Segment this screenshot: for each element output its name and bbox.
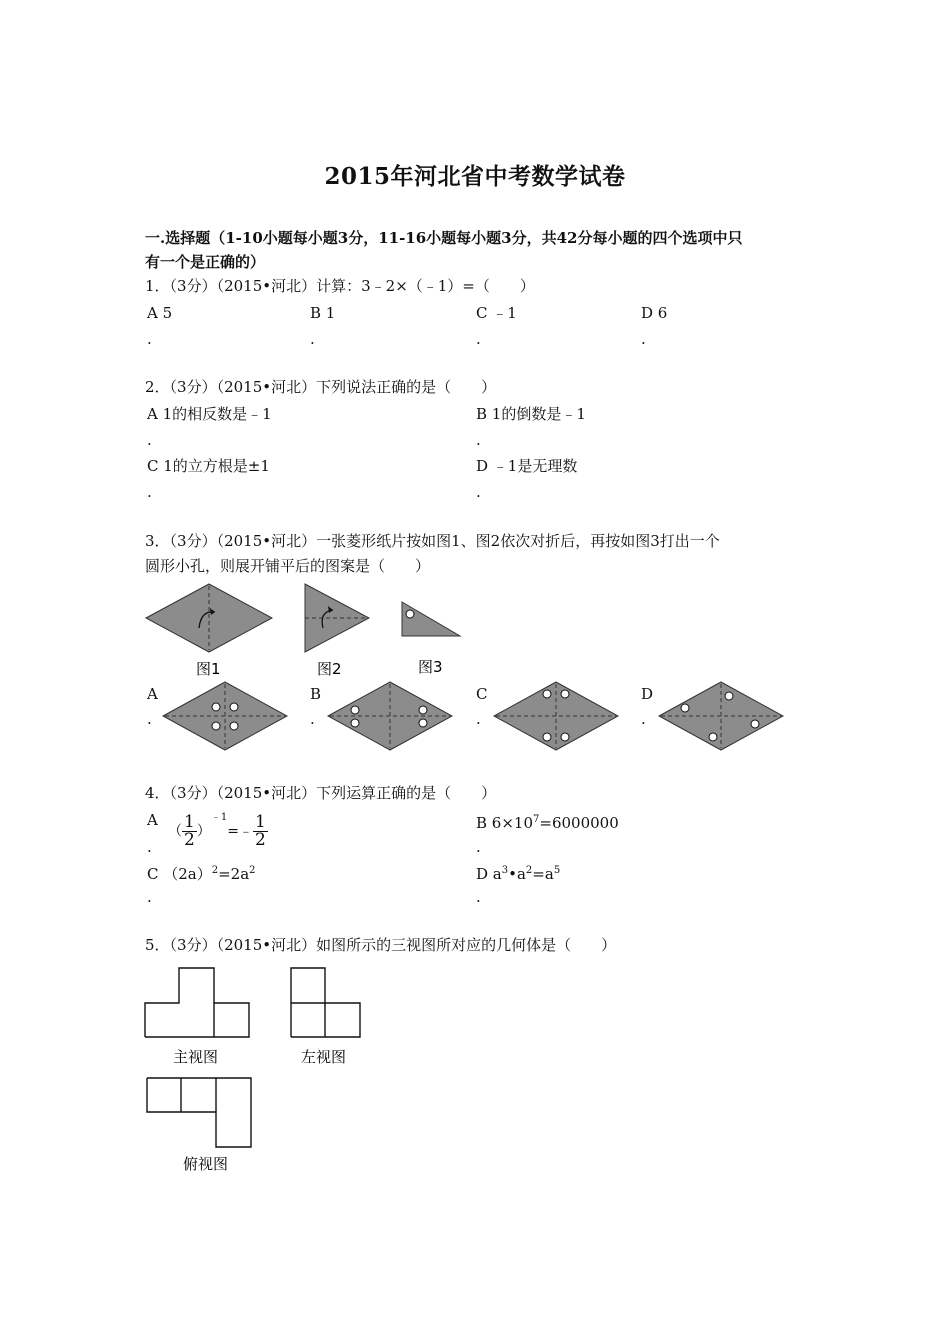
q4-a-paren-close: ） xyxy=(196,823,211,840)
q5-front-view-label: 主视图 xyxy=(173,1048,219,1066)
q3-stem-line1: 3．（3分）（2015•河北）一张菱形纸片按如图1、图2依次对折后，再按如图3打出一个 xyxy=(145,532,720,550)
q3-figure-3 xyxy=(400,600,466,678)
page-title: 2015年河北省中考数学试卷 xyxy=(324,163,626,190)
q3-stem-line2: 圆形小孔，则展开铺平后的图案是（ ） xyxy=(145,557,431,575)
q3-figure-3-label: 图3 xyxy=(418,658,443,676)
q4-a-rhs-num: 1 xyxy=(254,812,266,833)
q3-option-a-figure[interactable] xyxy=(161,680,289,752)
q3-option-c[interactable]: C xyxy=(476,685,488,703)
q4-d-exponent-3: 5 xyxy=(553,865,561,876)
q4-dot-c: . xyxy=(147,888,152,906)
section-heading-line1: 一.选择题（1-10小题每小题3分，11-16小题每小题3分，共42分每小题的四个选项中只 xyxy=(145,229,743,247)
q1-dot-d: . xyxy=(641,330,646,348)
q4-dot-a: . xyxy=(147,838,152,856)
q3-dot-a: . xyxy=(147,710,152,728)
q4-c-mid: =2a xyxy=(218,865,250,883)
q2-option-d[interactable]: D ﹣1是无理数 xyxy=(476,457,578,475)
q4-a-frac-den: 2 xyxy=(184,830,195,851)
q2-option-a[interactable]: A 1的相反数是﹣1 xyxy=(147,405,272,423)
q2-dot-a: . xyxy=(147,431,152,449)
q1-dot-a: . xyxy=(147,330,152,348)
q4-d-exponent-2: 2 xyxy=(525,865,533,876)
q3-dot-b: . xyxy=(310,710,315,728)
q4-b-exponent: 7 xyxy=(533,814,540,825)
q2-option-b[interactable]: B 1的倒数是﹣1 xyxy=(476,405,586,423)
q4-c-exponent-2: 2 xyxy=(249,865,256,876)
q3-option-a[interactable]: A xyxy=(147,685,158,703)
q3-option-d[interactable]: D xyxy=(641,685,654,703)
q1-dot-b: . xyxy=(310,330,315,348)
q4-a-rhs-den: 2 xyxy=(254,830,266,851)
q4-dot-b: . xyxy=(476,838,481,856)
q3-dot-c: . xyxy=(476,710,481,728)
q1-option-b[interactable]: B 1 xyxy=(310,304,336,322)
q3-option-b-figure[interactable] xyxy=(326,680,454,752)
q4-c-exponent-1: 2 xyxy=(211,865,219,876)
q3-figure-1 xyxy=(143,582,275,678)
q4-a-exponent: ﹣1 xyxy=(210,812,228,823)
q3-option-b[interactable]: B xyxy=(310,685,322,703)
q3-figure-2 xyxy=(303,582,373,678)
q5-left-view-label: 左视图 xyxy=(301,1048,347,1066)
q2-dot-b: . xyxy=(476,431,481,449)
q4-a-fraction xyxy=(182,814,197,849)
q5-top-view xyxy=(145,1076,257,1176)
section-heading-line2: 有一个是正确的） xyxy=(145,253,266,271)
q3-figure-2-label: 图2 xyxy=(317,660,342,678)
q2-dot-c: . xyxy=(147,483,152,501)
q4-d-mid-2: =a xyxy=(532,865,554,883)
q4-a-frac-num: 1 xyxy=(184,812,195,833)
q4-a-paren-open: （ xyxy=(168,823,182,840)
q2-dot-d: . xyxy=(476,483,481,501)
q1-dot-c: . xyxy=(476,330,481,348)
q4-option-d[interactable] xyxy=(476,860,560,885)
q3-figure-1-label: 图1 xyxy=(196,660,221,678)
q4-a-rhs-fraction xyxy=(253,814,268,849)
q4-option-b[interactable] xyxy=(476,809,619,834)
q5-top-view-label: 俯视图 xyxy=(183,1155,229,1173)
q4-option-a-expression xyxy=(168,808,268,852)
q4-d-exponent-1: 3 xyxy=(501,865,509,876)
q4-a-equals: =﹣ xyxy=(227,823,253,840)
q5-front-view xyxy=(143,966,255,1068)
q4-b-tail: =6000000 xyxy=(539,814,619,832)
q4-d-text: D a xyxy=(476,865,502,883)
q4-option-a-letter[interactable]: A xyxy=(147,811,158,829)
q1-option-d[interactable]: D 6 xyxy=(641,304,668,322)
q5-stem: 5．（3分）（2015•河北）如图所示的三视图所对应的几何体是（ ） xyxy=(145,936,617,954)
q4-stem: 4．（3分）（2015•河北）下列运算正确的是（ ） xyxy=(145,784,497,802)
q3-option-c-figure[interactable] xyxy=(492,680,620,752)
q3-option-d-figure[interactable] xyxy=(657,680,785,752)
q1-option-a[interactable]: A 5 xyxy=(147,304,173,322)
q5-left-view xyxy=(289,966,367,1068)
q4-dot-d: . xyxy=(476,888,481,906)
q4-d-mid: •a xyxy=(508,865,526,883)
q1-stem: 1．（3分）（2015•河北）计算：3﹣2×（﹣1）=（ ） xyxy=(145,277,535,295)
q4-c-text: C （2a） xyxy=(147,865,212,883)
q4-b-text: B 6×10 xyxy=(476,814,533,832)
q4-option-c[interactable] xyxy=(147,860,256,885)
q1-option-c[interactable]: C ﹣1 xyxy=(476,304,517,322)
q2-stem: 2．（3分）（2015•河北）下列说法正确的是（ ） xyxy=(145,378,497,396)
q3-dot-d: . xyxy=(641,710,646,728)
q2-option-c[interactable]: C 1的立方根是±1 xyxy=(147,457,270,475)
